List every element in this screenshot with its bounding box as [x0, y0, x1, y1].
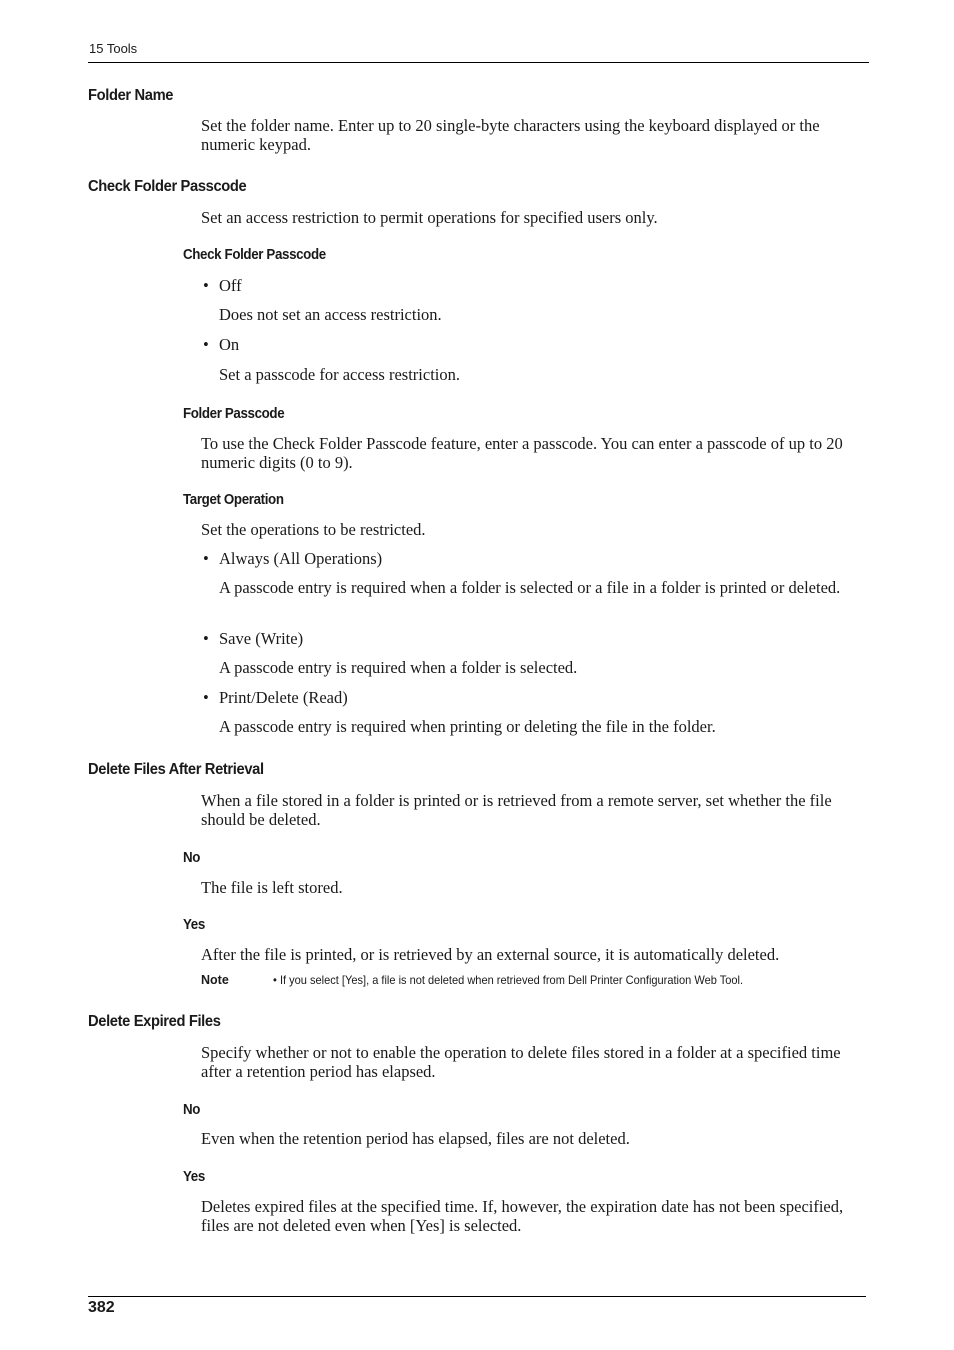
header-rule: [88, 62, 869, 63]
option-save-desc: A passcode entry is required when a folder is selected.: [219, 658, 578, 677]
option-off: [203, 276, 242, 295]
heading-delete-after-retrieval: Delete Files After Retrieval: [88, 761, 264, 778]
option-label: Always (All Operations): [219, 549, 383, 568]
bullet-icon: •: [203, 629, 209, 648]
bullet-icon: •: [203, 549, 209, 568]
subheading-no: No: [183, 1102, 201, 1118]
subheading-yes: Yes: [183, 917, 205, 933]
option-on: [203, 335, 239, 354]
option-label: Print/Delete (Read): [219, 688, 348, 707]
option-off-desc: Does not set an access restriction.: [219, 305, 442, 324]
heading-check-folder-passcode: Check Folder Passcode: [88, 178, 247, 195]
option-on-desc: Set a passcode for access restriction.: [219, 365, 460, 384]
expired-yes-text: Deletes expired files at the specified time. If, however, the expiration date has not been specified, files are not deleted even when [Yes] is selected.: [201, 1197, 844, 1235]
folder-passcode-text: To use the Check Folder Passcode feature, enter a passcode. You can enter a passcode of up to 20 numeric digits (0 to 9).: [201, 434, 843, 472]
option-label: Off: [219, 276, 242, 295]
page-number: 382: [88, 1299, 115, 1316]
subheading-yes: Yes: [183, 1169, 205, 1185]
footer-rule: [88, 1296, 866, 1297]
option-always: [203, 549, 382, 568]
option-print-delete: [203, 688, 348, 707]
delete-after-retrieval-text: When a file stored in a folder is printed or is retrieved from a remote server, set whether the file should be deleted.: [201, 791, 832, 829]
bullet-icon: •: [203, 335, 209, 354]
note-text: [273, 973, 743, 987]
delete-expired-text: Specify whether or not to enable the operation to delete files stored in a folder at a specified time after a retention period has elapsed.: [201, 1043, 841, 1081]
retrieval-no-text: The file is left stored.: [201, 878, 343, 897]
note-text-content: If you select [Yes], a file is not deleted when retrieved from Dell Printer Configuration Web Tool.: [279, 973, 744, 987]
note-label: Note: [201, 973, 229, 987]
bullet-icon: •: [203, 276, 209, 295]
option-label: On: [219, 335, 240, 354]
check-folder-passcode-text: Set an access restriction to permit operations for specified users only.: [201, 208, 658, 227]
heading-delete-expired: Delete Expired Files: [88, 1013, 221, 1030]
chapter-header: 15 Tools: [89, 41, 138, 56]
retrieval-yes-text: After the file is printed, or is retrieved by an external source, it is automatically deleted.: [201, 945, 780, 964]
note-bullet-icon: •: [273, 973, 280, 987]
subheading-check-folder-passcode: Check Folder Passcode: [183, 247, 326, 263]
bullet-icon: •: [203, 688, 209, 707]
expired-no-text: Even when the retention period has elapsed, files are not deleted.: [201, 1129, 630, 1148]
subheading-folder-passcode: Folder Passcode: [183, 406, 285, 422]
folder-name-text: Set the folder name. Enter up to 20 single-byte characters using the keyboard displayed or the numeric keypad.: [201, 116, 820, 154]
option-save: [203, 629, 303, 648]
target-operation-text: Set the operations to be restricted.: [201, 520, 426, 539]
subheading-target-operation: Target Operation: [183, 492, 284, 508]
heading-folder-name: Folder Name: [88, 87, 174, 104]
subheading-no: No: [183, 850, 201, 866]
option-always-desc: A passcode entry is required when a folder is selected or a file in a folder is printed or deleted.: [219, 578, 841, 597]
option-label: Save (Write): [219, 629, 304, 648]
option-print-delete-desc: A passcode entry is required when printing or deleting the file in the folder.: [219, 717, 716, 736]
